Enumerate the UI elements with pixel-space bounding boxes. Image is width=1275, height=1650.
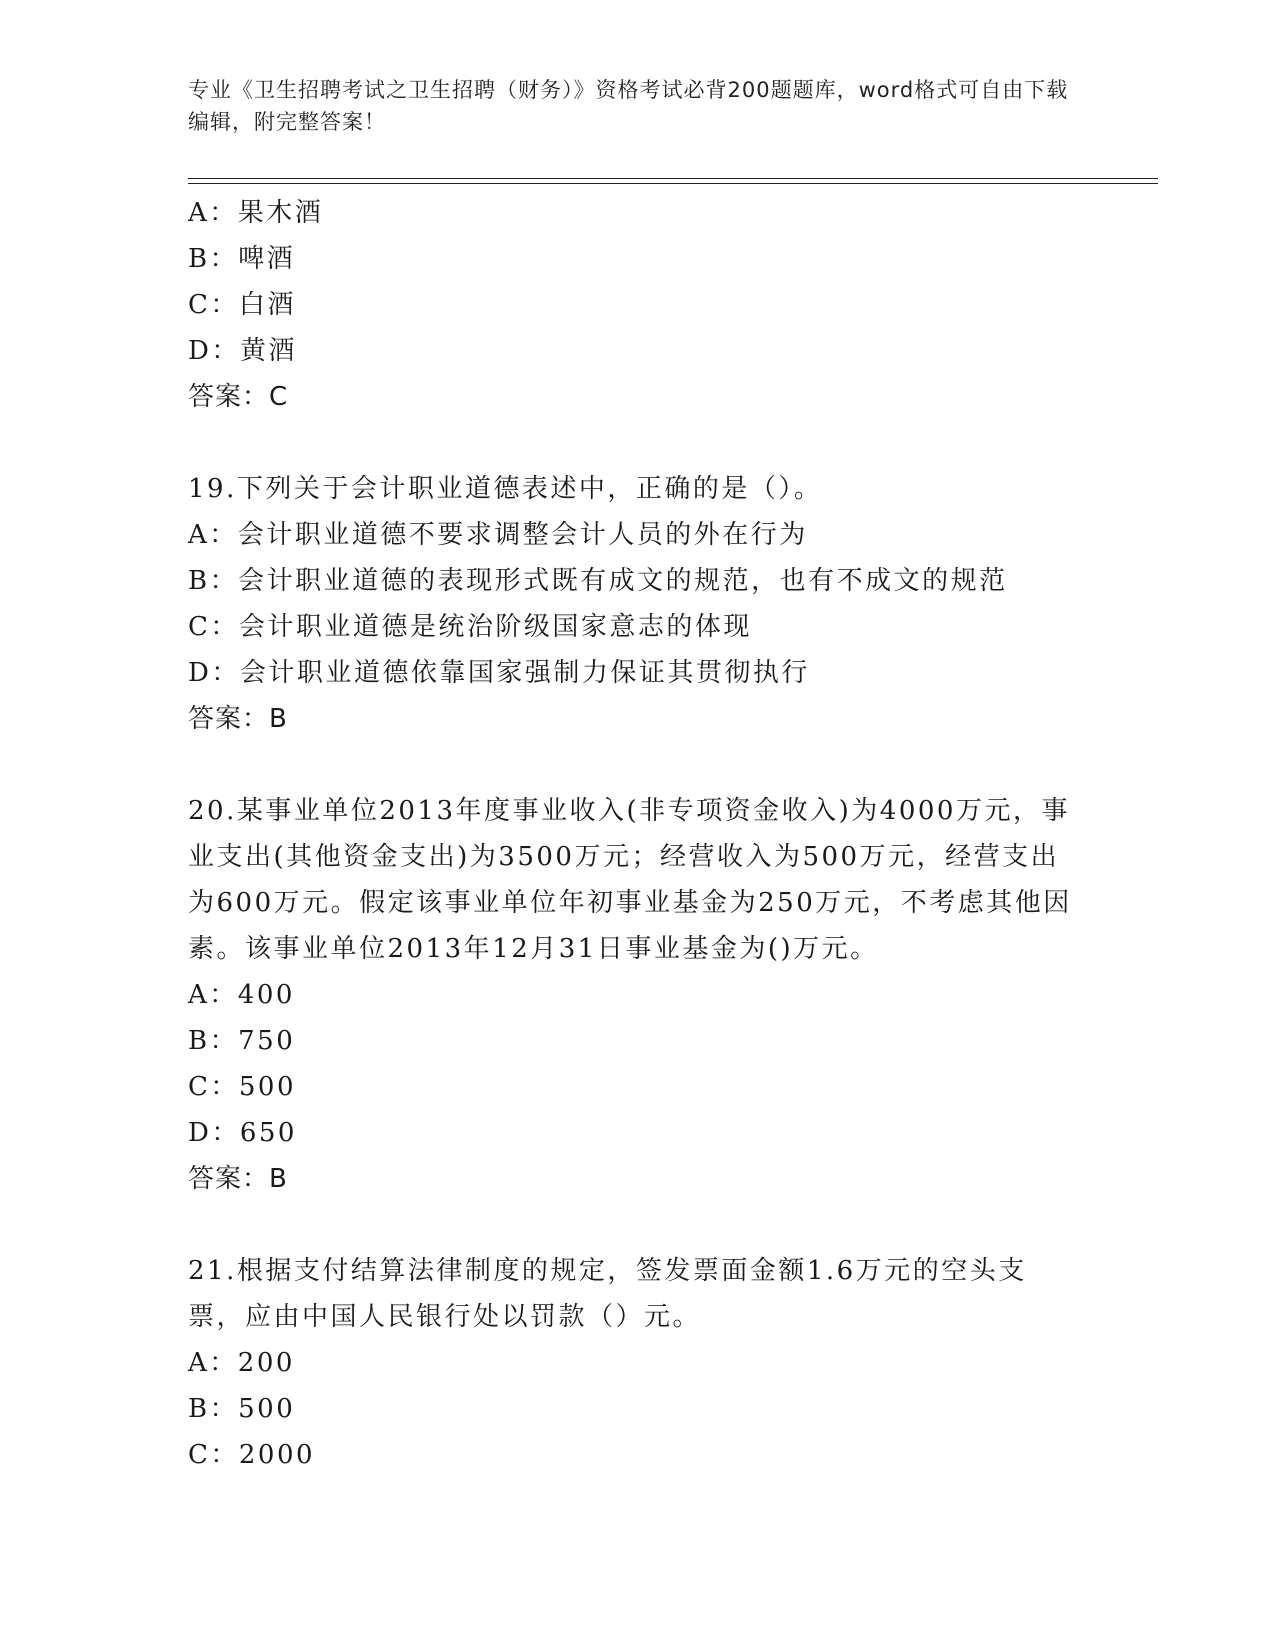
option-d: D：会计职业道德依靠国家强制力保证其贯彻执行 bbox=[188, 658, 810, 688]
option-d: D：650 bbox=[188, 1118, 297, 1148]
header-rule-bottom bbox=[188, 183, 1158, 184]
option-b: B：会计职业道德的表现形式既有成文的规范，也有不成文的规范 bbox=[188, 566, 1008, 596]
question-21 bbox=[188, 1248, 1088, 1478]
document-body bbox=[188, 190, 1088, 1478]
spacer bbox=[188, 742, 1088, 788]
document-header bbox=[188, 74, 1088, 138]
header-rule-top bbox=[188, 178, 1158, 179]
option-b: B：啤酒 bbox=[188, 244, 296, 274]
option-a: A：会计职业道德不要求调整会计人员的外在行为 bbox=[188, 520, 808, 550]
option-d: D：黄酒 bbox=[188, 336, 297, 366]
question-20 bbox=[188, 788, 1088, 1202]
option-a: A：200 bbox=[188, 1348, 295, 1378]
question-text: 20.某事业单位2013年度事业收入(非专项资金收入)为4000万元，事业支出(其他资金支出)为3500万元；经营收入为500万元，经营支出为600万元。假定该事业单位年初事业基金为250万元，不考虑其他因素。该事业单位2013年12月31日事业基金为()万元。 bbox=[188, 796, 1072, 964]
answer: 答案：B bbox=[188, 1164, 288, 1194]
spacer bbox=[188, 1202, 1088, 1248]
option-c: C：500 bbox=[188, 1072, 297, 1102]
option-c: C：2000 bbox=[188, 1440, 316, 1470]
answer: 答案：B bbox=[188, 704, 288, 734]
option-b: B：750 bbox=[188, 1026, 296, 1056]
header-title: 专业《卫生招聘考试之卫生招聘（财务）》资格考试必背200题题库，word格式可自由下载编辑，附完整答案！ bbox=[188, 78, 1069, 134]
spacer bbox=[188, 420, 1088, 466]
option-c: C：白酒 bbox=[188, 290, 296, 320]
option-c: C：会计职业道德是统治阶级国家意志的体现 bbox=[188, 612, 752, 642]
question-text: 21.根据支付结算法律制度的规定，签发票面金额1.6万元的空头支票，应由中国人民银行处以罚款（）元。 bbox=[188, 1256, 1027, 1332]
answer: 答案：C bbox=[188, 382, 289, 412]
option-a: A：400 bbox=[188, 980, 295, 1010]
question-18 bbox=[188, 190, 1088, 420]
option-b: B：500 bbox=[188, 1394, 296, 1424]
question-19 bbox=[188, 466, 1088, 742]
question-text: 19.下列关于会计职业道德表述中，正确的是（）。 bbox=[188, 474, 823, 504]
option-a: A：果木酒 bbox=[188, 198, 324, 228]
